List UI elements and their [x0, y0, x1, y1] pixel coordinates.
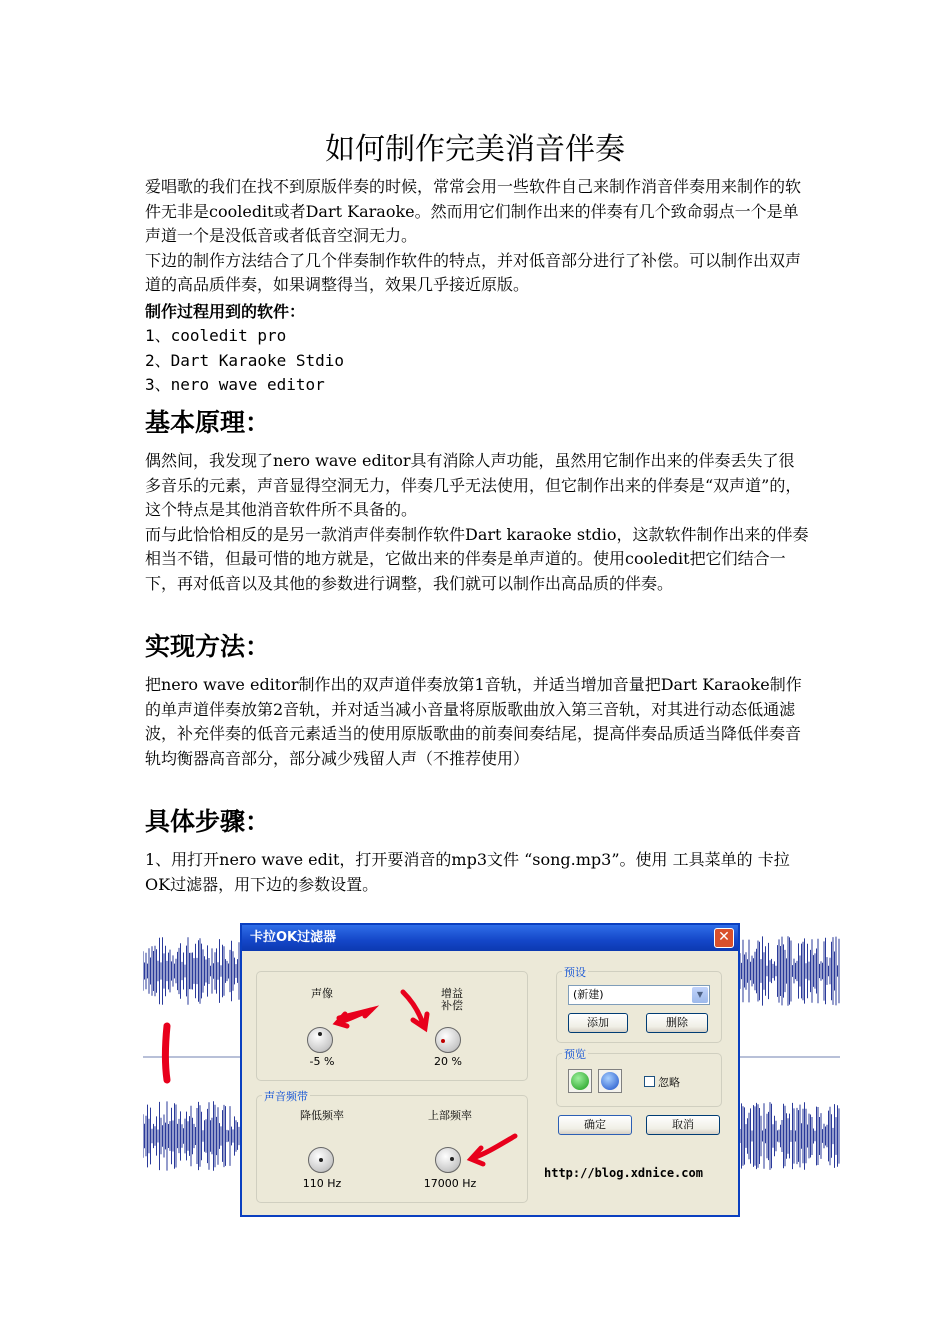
- preset-select[interactable]: [568, 985, 710, 1005]
- band-group-label: 声音频带: [264, 1090, 308, 1103]
- pan-knob[interactable]: [307, 1027, 333, 1053]
- method-paragraph: 把nero wave editor制作出的双声道伴奏放第1音轨，并适当增加音量把Dart Karaoke制作的单声道伴奏放第2音轨，并对适当减小音量将原版歌曲放入第三音轨，对其进行动态低通滤波，补充伴奏的低音元素适当的使用原版歌曲的前奏间奏结尾，提高伴奏品质适当降低伴奏音轨均衡器高音部分，部分减少残留人声（不推荐使用）: [145, 675, 802, 768]
- cancel-button[interactable]: 取消: [646, 1115, 720, 1135]
- chevron-down-icon: ▼: [692, 987, 708, 1003]
- delete-preset-button[interactable]: 删除: [646, 1013, 708, 1033]
- principle-paragraph-2: 而与此恰恰相反的是另一款消声伴奏制作软件Dart karaoke stdio，这款软件制作出来的伴奏相当不错，但最可惜的地方就是，它做出来的伴奏是单声道的。使用cooledit把它们结合一下，再对低音以及其他的参数进行调整，我们就可以制作出高品质的伴奏。: [145, 524, 809, 593]
- intro-paragraph-1: 爱唱歌的我们在找不到原版伴奏的时候，常常会用一些软件自己来制作消音伴奏用来制作的软件无非是cooledit或者Dart Karaoke。然而用它们制作出来的伴奏有几个致命弱点一个是单声道一个是没低音或者低音空洞无力。: [145, 177, 802, 246]
- page-title: 如何制作完美消音伴奏: [325, 132, 625, 167]
- close-button[interactable]: ✕: [714, 928, 734, 948]
- intro-section: [145, 175, 810, 298]
- ignore-label: 忽略: [658, 1076, 680, 1089]
- blog-url: http://blog.xdnice.com: [544, 1166, 703, 1180]
- preset-group-label: 预设: [564, 966, 586, 979]
- step-1-text: 1、用打开nero wave edit，打开要消音的mp3文件 “song.mp3”。使用 工具菜单的 卡拉OK过滤器，用下边的参数设置。: [145, 850, 790, 894]
- ignore-checkbox[interactable]: [644, 1076, 655, 1087]
- gain-value: 20 %: [434, 1055, 462, 1068]
- software-item: 3、nero wave editor: [145, 375, 325, 395]
- principle-section: [145, 449, 810, 597]
- software-item: 1、cooledit pro: [145, 326, 287, 345]
- preview-group-label: 预览: [564, 1048, 586, 1061]
- preset-selected-value: (新建): [573, 988, 604, 1001]
- software-heading: 制作过程用到的软件：: [145, 302, 306, 321]
- low-frequency-value: 110 Hz: [302, 1177, 342, 1190]
- low-frequency-knob[interactable]: [308, 1147, 334, 1173]
- principle-paragraph-1: 偶然间，我发现了nero wave editor具有消除人声功能，虽然用它制作出来的伴奏丢失了很多音乐的元素，声音显得空洞无力，伴奏几乎无法使用，但它制作出来的伴奏是“双声道”的，这个特点是其他消音软件所不具备的。: [145, 451, 802, 520]
- method-heading: 实现方法：: [145, 632, 271, 661]
- high-frequency-value: 17000 Hz: [423, 1177, 477, 1190]
- ok-button[interactable]: 确定: [558, 1115, 632, 1135]
- stop-icon: [601, 1072, 619, 1090]
- karaoke-filter-screenshot: [143, 896, 840, 1218]
- software-item: 2、Dart Karaoke Stdio: [145, 350, 345, 370]
- principle-heading: 基本原理：: [145, 408, 271, 437]
- high-frequency-label: 上部频率: [428, 1109, 472, 1122]
- pan-label: 声像: [311, 987, 333, 1000]
- stop-button[interactable]: [598, 1069, 622, 1093]
- gain-label-1: 增益: [441, 987, 463, 1000]
- gain-knob[interactable]: [435, 1027, 461, 1053]
- software-list: [145, 324, 810, 398]
- pan-value: -5 %: [309, 1055, 335, 1068]
- steps-heading: 具体步骤：: [145, 807, 271, 836]
- gain-label-2: 补偿: [441, 999, 463, 1012]
- low-frequency-label: 降低频率: [300, 1109, 344, 1122]
- play-icon: [571, 1072, 589, 1090]
- play-button[interactable]: [568, 1069, 592, 1093]
- karaoke-filter-dialog: [240, 923, 740, 1217]
- dialog-title: 卡拉OK过滤器: [242, 925, 738, 951]
- add-preset-button[interactable]: 添加: [568, 1013, 628, 1033]
- intro-paragraph-2: 下边的制作方法结合了几个伴奏制作软件的特点，并对低音部分进行了补偿。可以制作出双声道的高品质伴奏，如果调整得当，效果几乎接近原版。: [145, 250, 802, 295]
- high-frequency-knob[interactable]: [435, 1147, 461, 1173]
